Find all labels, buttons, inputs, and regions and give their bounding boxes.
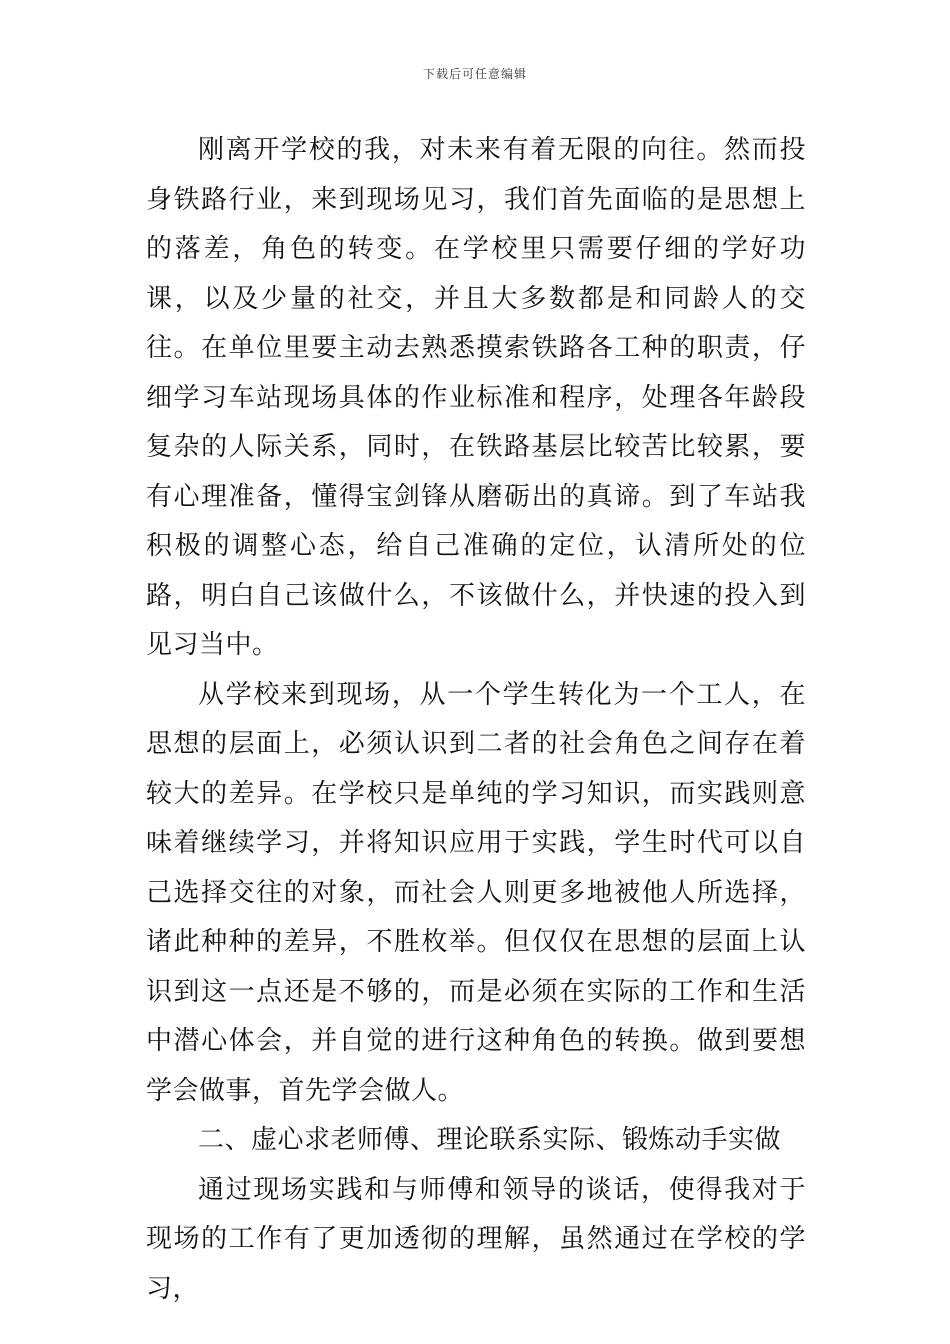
document-body [146, 126, 806, 1314]
section-heading: 二、虚心求老师傅、理论联系实际、锻炼动手实做 [198, 1125, 782, 1155]
page-header: 下载后可任意编辑 [422, 67, 527, 81]
paragraph-school-to-work: 从学校来到现场，从一个学生转化为一个工人，在思想的层面上，必须认识到二者的社会角色之间存在着较大的差异。在学校只是单纯的学习知识，而实践则意味着继续学习，并将知识应用于实践，学生时代可以自己选择交往的对象，而社会人则更多地被他人所选择，诸此种种的差异，不胜枚举。但仅仅在思想的层面上认识到这一点还是不够的，而是必须在实际的工作和生活中潜心体会，并自觉的进行这种角色的转换。做到要想学会做事，首先学会做人。 [146, 679, 806, 1106]
paragraph-practice: 通过现场实践和与师傅和领导的谈话，使得我对于现场的工作有了更加透彻的理解，虽然通过在学校的学习， [146, 1174, 806, 1304]
paragraph-role-change: 刚离开学校的我，对未来有着无限的向往。然而投身铁路行业，来到现场见习，我们首先面临的是思想上的落差，角色的转变。在学校里只需要仔细的学好功课，以及少量的社交，并且大多数都是和同龄人的交往。在单位里要主动去熟悉摸索铁路各工种的职责，仔细学习车站现场具体的作业标准和程序，处理各年龄段复杂的人际关系，同时，在铁路基层比较苦比较累，要有心理准备，懂得宝剑锋从磨砺出的真谛。到了车站我积极的调整心态，给自己准确的定位，认清所处的位路，明白自己该做什么，不该做什么，并快速的投入到见习当中。 [146, 135, 806, 660]
